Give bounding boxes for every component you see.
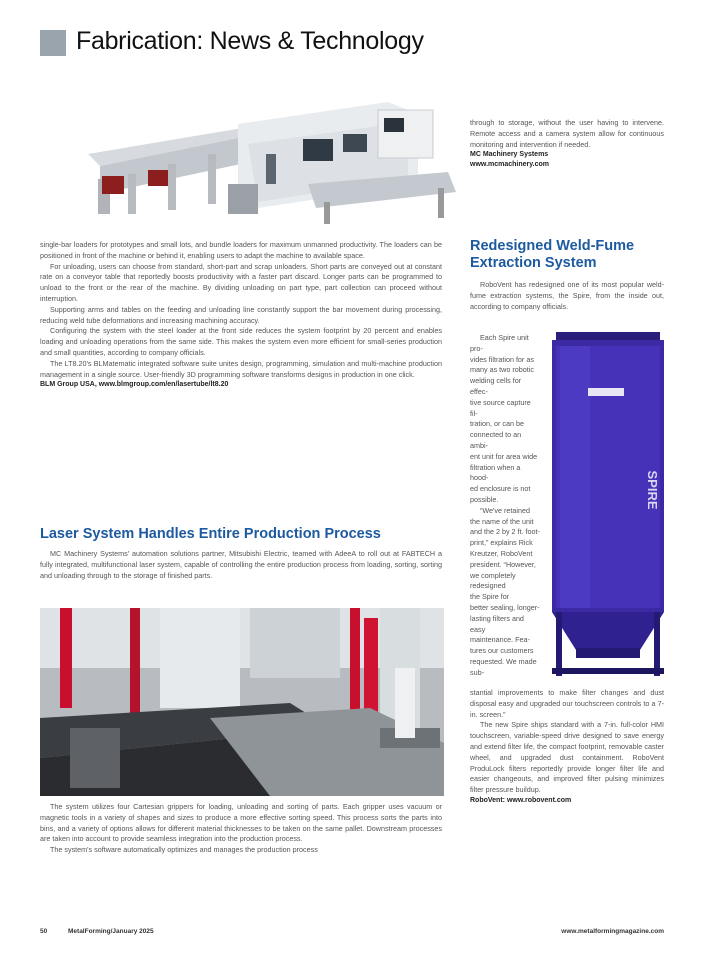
text-line: Each Spire unit pro- xyxy=(470,333,529,353)
article-credit: BLM Group USA, www.blmgroup.com/en/lasertube/lt8.20 xyxy=(40,381,229,389)
paragraph: Configuring the system with the steel loader at the front side reduces the system footprint by 20 percent and enables loading and unloading operations from the same side. This makes the system even more efficient for small-series production and small quantities, according to company officials. xyxy=(40,326,442,357)
article-headline: Laser System Handles Entire Production Process xyxy=(40,526,381,542)
text-line: connected to an ambi- xyxy=(470,430,522,450)
text-line: and the 2 by 2 ft. foot- xyxy=(470,527,540,537)
page-number: 50 xyxy=(40,928,48,935)
text-line: print,” explains Rick xyxy=(470,538,533,548)
paragraph: through to storage, without the user having to intervene. Remote access and a camera system allow for continuous monitoring and intervention if needed. xyxy=(470,118,664,149)
text-line: requested. We made sub- xyxy=(470,656,537,677)
text-line: possible. xyxy=(470,494,499,504)
text-line: ed enclosure is not xyxy=(470,484,531,494)
paragraph: RoboVent has redesigned one of its most popular weld-fume extraction systems, the Spire, from the inside out, according to company officials. xyxy=(470,280,664,311)
paragraph: The system's software automatically optimizes and manages the production process xyxy=(50,845,318,855)
text-line: the Spire for xyxy=(470,592,510,602)
text-line: tures our customers xyxy=(470,646,534,656)
article-credit-url: www.mcmachinery.com xyxy=(470,161,549,169)
article-spire-text xyxy=(470,688,664,806)
article-headline: Redesigned Weld-Fume Extraction System xyxy=(470,238,635,271)
website-url: www.metalformingmagazine.com xyxy=(561,928,664,935)
article-credit-url: www.robovent.com xyxy=(506,796,572,804)
paragraph: The LT8.20's BLMatematic integrated software suite unites design, programming, simulation and multi-machine production management in a single source. User-friendly 3D programming software transforms designs in production in one click. xyxy=(40,358,442,379)
text-line: tive source capture fil- xyxy=(470,397,531,418)
paragraph: MC Machinery Systems' automation solutions partner, Mitsubishi Electric, teamed with AdeeA to roll out at FABTECH a fully integrated, multifunctional laser system, capable of controlling the entire production process from loading, sorting, sorting and unloading through to the storage of finished parts. xyxy=(40,549,442,580)
text-line: filtration when a hood- xyxy=(470,462,521,483)
paragraph: stantial improvements to make filter changes and dust disposal easy and upgraded our touchscreen controls to a 7-in. screen.” xyxy=(470,688,664,719)
text-line: vides filtration for as xyxy=(470,354,534,364)
article-wrap-text xyxy=(470,333,540,679)
article-intro xyxy=(40,549,442,581)
article-laser-system-text xyxy=(40,802,442,856)
header-square xyxy=(40,30,66,56)
text-line: we completely redesigned xyxy=(470,570,516,591)
text-line: welding cells for effec- xyxy=(470,376,522,396)
article-intro xyxy=(470,280,664,312)
article-credit-name: RoboVent xyxy=(470,796,503,804)
paragraph: The new Spire ships standard with a 7-in. full-color HMI touchscreen, variable-speed drive designed to save energy and extend filter life, the compact footprint, removable caster wheel, and upgraded dust containment. RoboVent ProduLock filters reportedly provide longer filter life and easier changeouts, and improved filter pulsing minimizes filter pressure buildup. xyxy=(470,720,664,795)
text-line: ent unit for area wide xyxy=(470,451,538,461)
text-line: president. “However, xyxy=(470,559,536,569)
text-line: Kreutzer, RoboVent xyxy=(470,548,533,558)
paragraph: single-bar loaders for prototypes and small lots, and bundle loaders for maximum unmanned productivity. The loaders can be positioned in front of the machine or behind it, enabling users to adapt the machine to available space. xyxy=(40,240,442,260)
text-line: better sealing, longer- xyxy=(470,602,540,612)
article-credit: RoboVent: www.robovent.com xyxy=(470,796,572,804)
tube-laser-machine-image xyxy=(88,84,460,232)
text-line: maintenance. Fea- xyxy=(470,635,530,645)
text-line: the name of the unit xyxy=(470,516,534,526)
spire-fume-extractor-image xyxy=(548,330,668,680)
text-line: “We've retained xyxy=(480,505,530,515)
article-laser-system-continued xyxy=(470,118,664,170)
paragraph: For unloading, users can choose from standard, short-part and scrap unloaders. Short parts are conveyed out at constant rate on a conveyor table that reportedly boosts productivity with a faster part discard. Longer parts can be programmed to unload to the front or the rear of the machine. By dividing unloading on part type, part collection can proceed without interruption. xyxy=(40,261,442,303)
spire-label: SPIRE xyxy=(645,470,660,510)
article-credit-name: MC Machinery Systems xyxy=(470,151,549,159)
paragraph: The system utilizes four Cartesian grippers for loading, unloading and sorting of parts. Each gripper uses vacuum or magnetic tools in a variety of shapes and sizes to produce a more effective sorting speed. This process sorts the parts into bins, and a variety of options allows for different material thicknesses to be taken on the same pallet. Downstream processes are taken into account to provide seamless integration into the production process. xyxy=(40,802,442,844)
text-line: many as two robotic xyxy=(470,365,534,375)
paragraph: Supporting arms and tables on the feeding and unloading line constantly support the bar movement during processing, reducing weld tube deformations and increasing machining accuracy. xyxy=(40,304,442,325)
laser-system-photo xyxy=(40,608,444,796)
text-line: lasting filters and easy xyxy=(470,613,524,634)
issue-label: MetalForming/January 2025 xyxy=(68,928,154,935)
text-line: tration, or can be xyxy=(470,419,524,429)
page-title: Fabrication: News & Technology xyxy=(76,27,424,55)
article-laser-tube-text xyxy=(40,240,442,390)
